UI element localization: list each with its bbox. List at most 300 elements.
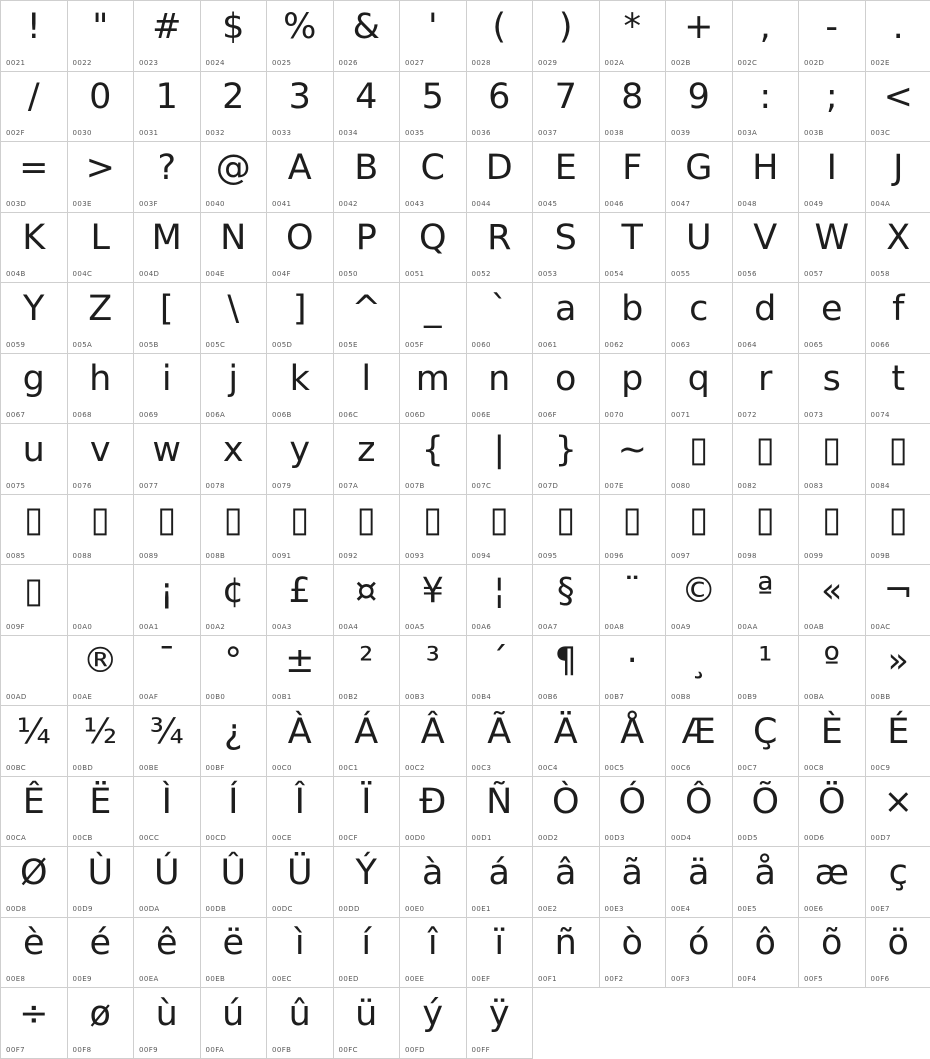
- glyph-codepoint: 0024: [206, 59, 225, 67]
- glyph-codepoint: 00C7: [738, 764, 758, 772]
- glyph-cell[interactable]: [267, 918, 334, 989]
- glyph-character: È: [799, 708, 865, 756]
- glyph-codepoint: 0059: [6, 341, 25, 349]
- glyph-cell[interactable]: [1, 918, 68, 989]
- glyph-cell[interactable]: [68, 72, 135, 143]
- glyph-codepoint: 00FC: [339, 1046, 358, 1054]
- glyph-cell[interactable]: [533, 636, 600, 707]
- glyph-cell[interactable]: [799, 1, 866, 72]
- glyph-cell[interactable]: [866, 1, 930, 72]
- glyph-cell[interactable]: [267, 988, 334, 1059]
- glyph-cell[interactable]: [68, 354, 135, 425]
- glyph-character: ¼: [1, 708, 67, 756]
- glyph-cell[interactable]: [134, 424, 201, 495]
- glyph-cell[interactable]: [134, 495, 201, 566]
- glyph-cell[interactable]: [866, 142, 930, 213]
- glyph-cell[interactable]: [1, 706, 68, 777]
- glyph-cell[interactable]: [1, 424, 68, 495]
- glyph-cell[interactable]: [666, 636, 733, 707]
- glyph-cell[interactable]: [666, 777, 733, 848]
- glyph-cell[interactable]: [201, 424, 268, 495]
- glyph-cell[interactable]: [1, 636, 68, 707]
- glyph-codepoint: 00EF: [472, 975, 491, 983]
- glyph-cell[interactable]: [533, 918, 600, 989]
- glyph-cell[interactable]: [1, 565, 68, 636]
- glyph-cell[interactable]: [134, 72, 201, 143]
- glyph-character: ": [68, 3, 134, 51]
- glyph-codepoint: 005C: [206, 341, 226, 349]
- glyph-character: _: [400, 285, 466, 333]
- glyph-cell[interactable]: [400, 72, 467, 143]
- glyph-cell[interactable]: [334, 213, 401, 284]
- glyph-cell[interactable]: [334, 565, 401, 636]
- glyph-cell[interactable]: [201, 1, 268, 72]
- glyph-character: Ó: [600, 779, 666, 827]
- glyph-cell[interactable]: [600, 283, 667, 354]
- glyph-cell[interactable]: [201, 988, 268, 1059]
- glyph-cell[interactable]: [334, 1, 401, 72]
- glyph-cell[interactable]: [1, 495, 68, 566]
- glyph-character: ▯: [533, 497, 599, 545]
- glyph-cell[interactable]: [201, 495, 268, 566]
- glyph-character: û: [267, 990, 333, 1038]
- glyph-cell[interactable]: [533, 847, 600, 918]
- glyph-cell[interactable]: [799, 142, 866, 213]
- glyph-character: ▯: [400, 497, 466, 545]
- glyph-cell[interactable]: [866, 213, 930, 284]
- glyph-cell[interactable]: [68, 706, 135, 777]
- glyph-character: å: [733, 849, 799, 897]
- glyph-cell[interactable]: [467, 1, 534, 72]
- glyph-codepoint: 00E8: [6, 975, 25, 983]
- glyph-codepoint: 0042: [339, 200, 358, 208]
- glyph-cell[interactable]: [400, 636, 467, 707]
- glyph-character: ,: [733, 3, 799, 51]
- glyph-cell[interactable]: [533, 565, 600, 636]
- glyph-cell[interactable]: [1, 283, 68, 354]
- glyph-cell[interactable]: [733, 283, 800, 354]
- glyph-cell[interactable]: [267, 213, 334, 284]
- glyph-character: ö: [866, 920, 930, 968]
- glyph-cell[interactable]: [134, 777, 201, 848]
- glyph-cell[interactable]: [467, 706, 534, 777]
- glyph-cell[interactable]: [68, 424, 135, 495]
- glyph-codepoint: 00FF: [472, 1046, 491, 1054]
- glyph-character: ¦: [467, 567, 533, 615]
- glyph-cell[interactable]: [600, 142, 667, 213]
- glyph-cell[interactable]: [267, 636, 334, 707]
- glyph-character: [68, 567, 134, 615]
- glyph-cell[interactable]: [600, 918, 667, 989]
- glyph-cell[interactable]: [467, 72, 534, 143]
- glyph-cell[interactable]: [400, 142, 467, 213]
- glyph-codepoint: 004F: [272, 270, 291, 278]
- glyph-cell[interactable]: [134, 565, 201, 636]
- glyph-cell[interactable]: [533, 706, 600, 777]
- glyph-cell[interactable]: [467, 283, 534, 354]
- glyph-cell[interactable]: [267, 706, 334, 777]
- glyph-cell[interactable]: [134, 706, 201, 777]
- glyph-cell[interactable]: [533, 354, 600, 425]
- glyph-codepoint: 00C4: [538, 764, 558, 772]
- glyph-codepoint: 00BB: [871, 693, 891, 701]
- glyph-cell[interactable]: [866, 847, 930, 918]
- glyph-cell[interactable]: [400, 213, 467, 284]
- glyph-character: À: [267, 708, 333, 756]
- glyph-cell[interactable]: [866, 706, 930, 777]
- glyph-cell[interactable]: [201, 283, 268, 354]
- glyph-character: ù: [134, 990, 200, 1038]
- glyph-cell[interactable]: [600, 706, 667, 777]
- glyph-cell[interactable]: [267, 1, 334, 72]
- glyph-cell[interactable]: [866, 918, 930, 989]
- glyph-cell[interactable]: [533, 142, 600, 213]
- glyph-cell[interactable]: [68, 213, 135, 284]
- glyph-cell[interactable]: [68, 777, 135, 848]
- glyph-cell[interactable]: [400, 495, 467, 566]
- glyph-character: R: [467, 215, 533, 263]
- glyph-cell[interactable]: [68, 565, 135, 636]
- glyph-codepoint: 00F7: [6, 1046, 25, 1054]
- glyph-codepoint: 00E0: [405, 905, 424, 913]
- glyph-codepoint: 006C: [339, 411, 359, 419]
- glyph-cell[interactable]: [334, 918, 401, 989]
- glyph-codepoint: 00A4: [339, 623, 359, 631]
- glyph-codepoint: 005F: [405, 341, 424, 349]
- glyph-cell[interactable]: [68, 495, 135, 566]
- glyph-cell[interactable]: [68, 1, 135, 72]
- glyph-cell[interactable]: [267, 777, 334, 848]
- glyph-cell[interactable]: [467, 354, 534, 425]
- glyph-cell[interactable]: [68, 283, 135, 354]
- glyph-cell[interactable]: [600, 777, 667, 848]
- glyph-codepoint: 002E: [871, 59, 890, 67]
- glyph-cell[interactable]: [334, 495, 401, 566]
- glyph-codepoint: 008B: [206, 552, 226, 560]
- glyph-cell[interactable]: [533, 213, 600, 284]
- glyph-character: {: [400, 426, 466, 474]
- glyph-character: á: [467, 849, 533, 897]
- glyph-cell[interactable]: [733, 777, 800, 848]
- glyph-cell[interactable]: [666, 142, 733, 213]
- glyph-cell[interactable]: [68, 847, 135, 918]
- glyph-cell[interactable]: [666, 424, 733, 495]
- glyph-cell[interactable]: [467, 777, 534, 848]
- glyph-codepoint: 0060: [472, 341, 491, 349]
- glyph-character: ▯: [334, 497, 400, 545]
- glyph-cell[interactable]: [533, 72, 600, 143]
- glyph-cell[interactable]: [134, 847, 201, 918]
- glyph-cell[interactable]: [334, 988, 401, 1059]
- glyph-cell[interactable]: [1, 354, 68, 425]
- glyph-cell[interactable]: [134, 918, 201, 989]
- glyph-cell[interactable]: [533, 424, 600, 495]
- glyph-cell[interactable]: [799, 495, 866, 566]
- glyph-codepoint: 007E: [605, 482, 624, 490]
- glyph-cell[interactable]: [600, 424, 667, 495]
- glyph-codepoint: 0043: [405, 200, 424, 208]
- empty-cell: [733, 988, 800, 1059]
- glyph-cell[interactable]: [201, 72, 268, 143]
- glyph-cell[interactable]: [68, 636, 135, 707]
- glyph-cell[interactable]: [666, 918, 733, 989]
- glyph-cell[interactable]: [799, 213, 866, 284]
- glyph-cell[interactable]: [400, 847, 467, 918]
- glyph-codepoint: 0083: [804, 482, 823, 490]
- glyph-cell[interactable]: [400, 706, 467, 777]
- glyph-character: F: [600, 144, 666, 192]
- glyph-codepoint: 00DB: [206, 905, 227, 913]
- glyph-cell[interactable]: [1, 213, 68, 284]
- glyph-cell[interactable]: [866, 565, 930, 636]
- glyph-character: <: [866, 74, 930, 122]
- glyph-cell[interactable]: [1, 1, 68, 72]
- glyph-cell[interactable]: [600, 72, 667, 143]
- glyph-cell[interactable]: [467, 565, 534, 636]
- glyph-character: Ñ: [467, 779, 533, 827]
- glyph-cell[interactable]: [1, 142, 68, 213]
- glyph-cell[interactable]: [600, 565, 667, 636]
- glyph-cell[interactable]: [533, 777, 600, 848]
- empty-cell: [533, 988, 600, 1059]
- glyph-cell[interactable]: [334, 847, 401, 918]
- glyph-cell[interactable]: [600, 354, 667, 425]
- glyph-codepoint: 007D: [538, 482, 558, 490]
- glyph-cell[interactable]: [733, 424, 800, 495]
- glyph-cell[interactable]: [467, 847, 534, 918]
- glyph-codepoint: 00CF: [339, 834, 358, 842]
- glyph-cell[interactable]: [1, 777, 68, 848]
- glyph-cell[interactable]: [666, 354, 733, 425]
- glyph-cell[interactable]: [267, 424, 334, 495]
- glyph-character: ü: [334, 990, 400, 1038]
- glyph-cell[interactable]: [866, 777, 930, 848]
- glyph-cell[interactable]: [666, 283, 733, 354]
- glyph-cell[interactable]: [733, 706, 800, 777]
- glyph-cell[interactable]: [866, 424, 930, 495]
- glyph-cell[interactable]: [799, 354, 866, 425]
- glyph-codepoint: 0094: [472, 552, 491, 560]
- glyph-cell[interactable]: [733, 354, 800, 425]
- glyph-character: =: [1, 144, 67, 192]
- glyph-cell[interactable]: [201, 142, 268, 213]
- glyph-cell[interactable]: [733, 213, 800, 284]
- glyph-cell[interactable]: [467, 918, 534, 989]
- glyph-cell[interactable]: [866, 495, 930, 566]
- glyph-cell[interactable]: [733, 565, 800, 636]
- glyph-character: 6: [467, 74, 533, 122]
- glyph-codepoint: 00B7: [605, 693, 625, 701]
- glyph-codepoint: 00BA: [804, 693, 824, 701]
- glyph-cell[interactable]: [334, 636, 401, 707]
- glyph-cell[interactable]: [666, 213, 733, 284]
- glyph-cell[interactable]: [799, 847, 866, 918]
- glyph-cell[interactable]: [467, 495, 534, 566]
- glyph-cell[interactable]: [267, 354, 334, 425]
- glyph-cell[interactable]: [467, 142, 534, 213]
- glyph-cell[interactable]: [733, 142, 800, 213]
- glyph-cell[interactable]: [600, 495, 667, 566]
- glyph-cell[interactable]: [799, 918, 866, 989]
- glyph-character: 4: [334, 74, 400, 122]
- glyph-character: X: [866, 215, 930, 263]
- glyph-codepoint: 00D4: [671, 834, 691, 842]
- glyph-cell[interactable]: [666, 495, 733, 566]
- glyph-cell[interactable]: [733, 847, 800, 918]
- glyph-cell[interactable]: [733, 495, 800, 566]
- glyph-cell[interactable]: [533, 283, 600, 354]
- glyph-character: C: [400, 144, 466, 192]
- glyph-cell[interactable]: [866, 72, 930, 143]
- glyph-cell[interactable]: [866, 354, 930, 425]
- glyph-cell[interactable]: [134, 1, 201, 72]
- glyph-cell[interactable]: [400, 777, 467, 848]
- glyph-cell[interactable]: [733, 72, 800, 143]
- glyph-codepoint: 00EA: [139, 975, 159, 983]
- glyph-codepoint: 00B0: [206, 693, 226, 701]
- glyph-character: -: [799, 3, 865, 51]
- glyph-cell[interactable]: [334, 142, 401, 213]
- glyph-cell[interactable]: [134, 636, 201, 707]
- glyph-character: u: [1, 426, 67, 474]
- glyph-cell[interactable]: [666, 847, 733, 918]
- glyph-character: |: [467, 426, 533, 474]
- glyph-character: Ù: [68, 849, 134, 897]
- glyph-cell[interactable]: [201, 918, 268, 989]
- glyph-character: ¢: [201, 567, 267, 615]
- glyph-codepoint: 0041: [272, 200, 291, 208]
- glyph-cell[interactable]: [134, 354, 201, 425]
- glyph-character: æ: [799, 849, 865, 897]
- glyph-cell[interactable]: [267, 847, 334, 918]
- glyph-cell[interactable]: [201, 354, 268, 425]
- glyph-cell[interactable]: [201, 847, 268, 918]
- glyph-cell[interactable]: [600, 213, 667, 284]
- glyph-character: y: [267, 426, 333, 474]
- glyph-character: ½: [68, 708, 134, 756]
- glyph-cell[interactable]: [666, 706, 733, 777]
- glyph-cell[interactable]: [533, 495, 600, 566]
- glyph-codepoint: 00F4: [738, 975, 757, 983]
- glyph-cell[interactable]: [134, 142, 201, 213]
- glyph-cell[interactable]: [400, 1, 467, 72]
- glyph-cell[interactable]: [799, 283, 866, 354]
- glyph-cell[interactable]: [799, 72, 866, 143]
- glyph-cell[interactable]: [334, 354, 401, 425]
- glyph-cell[interactable]: [201, 777, 268, 848]
- glyph-codepoint: 0063: [671, 341, 690, 349]
- glyph-codepoint: 0091: [272, 552, 291, 560]
- glyph-codepoint: 00E6: [804, 905, 823, 913]
- glyph-cell[interactable]: [400, 424, 467, 495]
- glyph-character: ·: [600, 638, 666, 686]
- glyph-character: ▯: [866, 497, 930, 545]
- glyph-cell[interactable]: [334, 777, 401, 848]
- glyph-cell[interactable]: [400, 918, 467, 989]
- glyph-cell[interactable]: [799, 706, 866, 777]
- glyph-cell[interactable]: [134, 213, 201, 284]
- glyph-cell[interactable]: [267, 565, 334, 636]
- glyph-cell[interactable]: [600, 847, 667, 918]
- glyph-cell[interactable]: [666, 1, 733, 72]
- glyph-cell[interactable]: [68, 988, 135, 1059]
- glyph-cell[interactable]: [799, 424, 866, 495]
- glyph-cell[interactable]: [267, 283, 334, 354]
- glyph-cell[interactable]: [733, 918, 800, 989]
- glyph-cell[interactable]: [201, 565, 268, 636]
- glyph-cell[interactable]: [866, 636, 930, 707]
- glyph-cell[interactable]: [334, 283, 401, 354]
- glyph-cell[interactable]: [1, 988, 68, 1059]
- glyph-cell[interactable]: [1, 847, 68, 918]
- glyph-character: O: [267, 215, 333, 263]
- glyph-cell[interactable]: [467, 636, 534, 707]
- glyph-cell[interactable]: [68, 918, 135, 989]
- glyph-cell[interactable]: [733, 1, 800, 72]
- glyph-cell[interactable]: [666, 72, 733, 143]
- glyph-cell[interactable]: [267, 142, 334, 213]
- glyph-codepoint: 00DD: [339, 905, 360, 913]
- glyph-cell[interactable]: [400, 988, 467, 1059]
- glyph-cell[interactable]: [467, 424, 534, 495]
- glyph-character: 9: [666, 74, 732, 122]
- empty-cell: [666, 988, 733, 1059]
- glyph-cell[interactable]: [134, 283, 201, 354]
- glyph-cell[interactable]: [467, 988, 534, 1059]
- glyph-cell[interactable]: [334, 424, 401, 495]
- glyph-cell[interactable]: [666, 565, 733, 636]
- glyph-cell[interactable]: [134, 988, 201, 1059]
- glyph-cell[interactable]: [400, 283, 467, 354]
- glyph-codepoint: 002F: [6, 129, 25, 137]
- glyph-cell[interactable]: [201, 706, 268, 777]
- glyph-character: %: [267, 3, 333, 51]
- glyph-codepoint: 0022: [73, 59, 92, 67]
- glyph-cell[interactable]: [267, 495, 334, 566]
- glyph-cell[interactable]: [533, 1, 600, 72]
- glyph-cell[interactable]: [201, 213, 268, 284]
- glyph-codepoint: 0035: [405, 129, 424, 137]
- glyph-cell[interactable]: [68, 142, 135, 213]
- glyph-codepoint: 003B: [804, 129, 824, 137]
- glyph-codepoint: 005A: [73, 341, 93, 349]
- glyph-cell[interactable]: [267, 72, 334, 143]
- glyph-codepoint: 00A7: [538, 623, 558, 631]
- glyph-cell[interactable]: [334, 706, 401, 777]
- glyph-cell[interactable]: [600, 1, 667, 72]
- glyph-cell[interactable]: [400, 354, 467, 425]
- glyph-character: a: [533, 285, 599, 333]
- glyph-codepoint: 0029: [538, 59, 557, 67]
- glyph-cell[interactable]: [400, 565, 467, 636]
- glyph-cell[interactable]: [467, 213, 534, 284]
- glyph-cell[interactable]: [1, 72, 68, 143]
- glyph-cell[interactable]: [799, 565, 866, 636]
- glyph-codepoint: 00CC: [139, 834, 159, 842]
- glyph-cell[interactable]: [799, 777, 866, 848]
- glyph-codepoint: 00B9: [738, 693, 758, 701]
- glyph-cell[interactable]: [600, 636, 667, 707]
- glyph-cell[interactable]: [334, 72, 401, 143]
- glyph-character: ▯: [467, 497, 533, 545]
- glyph-cell[interactable]: [799, 636, 866, 707]
- glyph-cell[interactable]: [866, 283, 930, 354]
- glyph-cell[interactable]: [201, 636, 268, 707]
- glyph-codepoint: 009B: [871, 552, 891, 560]
- glyph-cell[interactable]: [733, 636, 800, 707]
- glyph-codepoint: 00DC: [272, 905, 293, 913]
- glyph-codepoint: 0051: [405, 270, 424, 278]
